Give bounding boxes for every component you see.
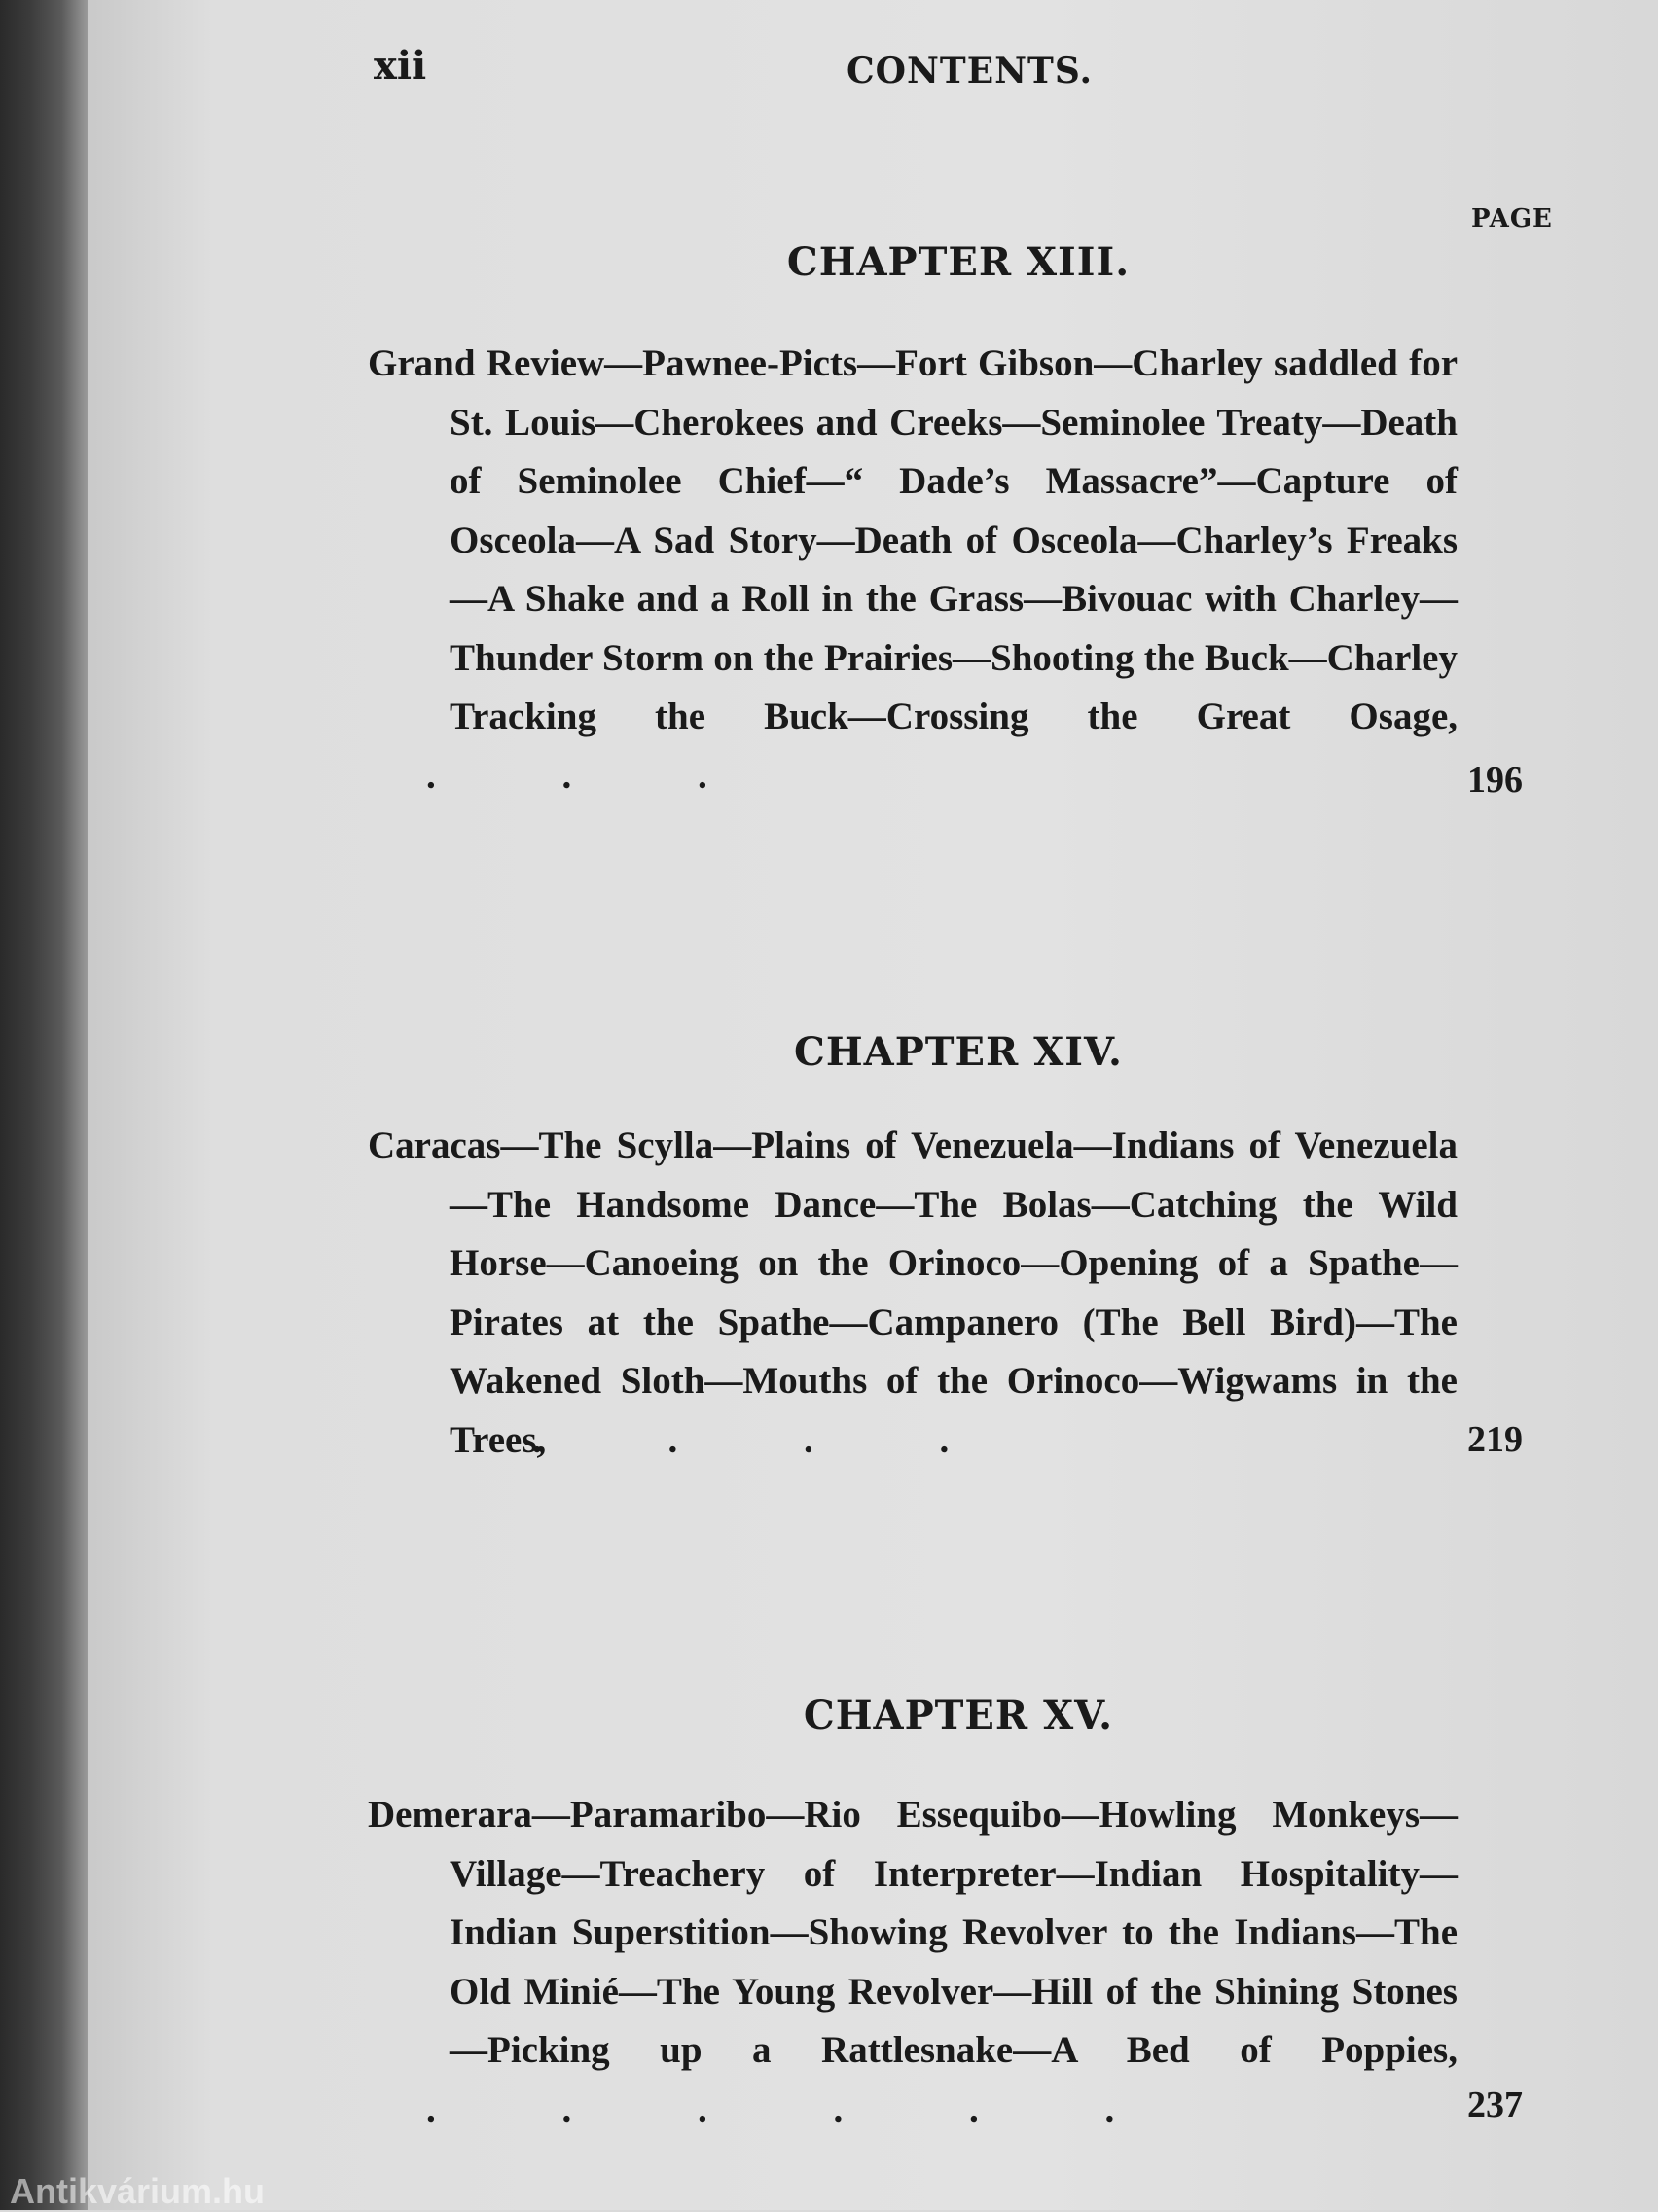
- dot-leaders: . . . .: [532, 1418, 1008, 1461]
- watermark: Antikvárium.hu: [10, 2171, 266, 2211]
- chapter-page-number: 237: [1467, 2085, 1523, 2125]
- dot-leaders: . . . . . .: [426, 2087, 1173, 2130]
- chapter-summary: [368, 1786, 1458, 2139]
- book-spine-edge: [0, 0, 88, 2210]
- chapter-summary-text: Grand Review—Pawnee-Picts—Fort Gibson—Charley saddled for St. Louis—Cherokees and Creeks—Seminolee Treaty—Death of Seminolee Chief—“ Dade’s Massacre”—Capture of Osceola—A Sad Story—Death of Osceola—Charley’s Freaks—A Shake and a Roll in the Grass—Bivouac with Charley—Thunder Storm on the Prairies—Shooting the Buck—Charley Tracking the Buck—Crossing the Great Osage,: [368, 342, 1458, 737]
- chapter-summary-text: Caracas—The Scylla—Plains of Venezuela—Indians of Venezuela—The Handsome Dance—The Bolas—Catching the Wild Horse—Canoeing on the Orinoco—Opening of a Spathe—Pirates at the Spathe—Campanero (The Bell Bird)—The Wakened Sloth—Mouths of the Orinoco—Wigwams in the Trees,: [368, 1124, 1458, 1461]
- chapter-heading: CHAPTER XIV.: [794, 1029, 1123, 1075]
- chapter-heading: CHAPTER XV.: [803, 1693, 1114, 1738]
- chapter-heading: CHAPTER XIII.: [786, 239, 1131, 285]
- chapter-summary-text: Demerara—Paramaribo—Rio Essequibo—Howling Monkeys—Village—Treachery of Interpreter—Indian Hospitality—Indian Superstition—Showing Revolver to the Indians—The Old Minié—The Young Revolver—Hill of the Shining Stones—Picking up a Rattlesnake—A Bed of Poppies,: [368, 1794, 1458, 2071]
- page-column-label: PAGE: [1471, 204, 1553, 233]
- chapter-page-number: 196: [1467, 760, 1523, 801]
- page-title: CONTENTS.: [847, 51, 1094, 91]
- chapter-summary: [368, 1117, 1458, 1470]
- chapter-summary: [368, 335, 1458, 805]
- page-folio: xii: [374, 43, 427, 89]
- dot-leaders: . . .: [426, 754, 766, 797]
- chapter-page-number: 219: [1467, 1419, 1523, 1460]
